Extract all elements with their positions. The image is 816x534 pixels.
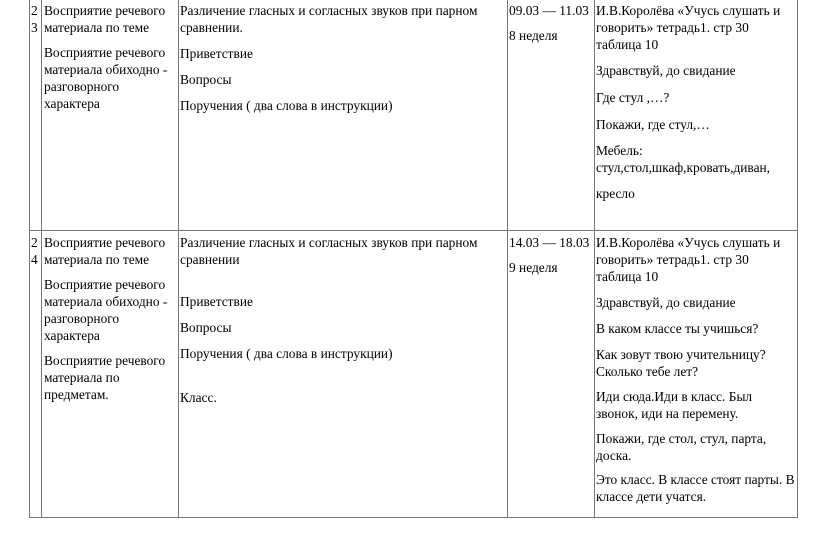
content-line: Класс. xyxy=(180,390,217,405)
material-line: Здравствуй, до свидание xyxy=(596,295,736,310)
content-cell xyxy=(180,2,505,122)
row-number-digit: 3 xyxy=(31,20,38,35)
date-cell xyxy=(509,2,599,52)
topic-line: Восприятие речевого материала по предметам. xyxy=(44,353,166,402)
table-border-bottom xyxy=(29,517,798,518)
material-line: Иди сюда.Иди в класс. Был звонок, иди на перемену. xyxy=(596,389,753,421)
topic-line: Восприятие речевого материала по теме xyxy=(44,3,166,35)
material-line: Где стул ,…? xyxy=(596,90,670,105)
material-line: Покажи, где стол, стул, парта, доска. xyxy=(596,431,767,463)
topic-line: Восприятие речевого материала по теме xyxy=(44,235,166,267)
column-divider xyxy=(178,0,179,518)
content-line: Различение гласных и согласных звуков при парном сравнении xyxy=(180,235,478,267)
row-number-digit: 2 xyxy=(31,235,38,250)
material-line: Здравствуй, до свидание xyxy=(596,63,736,78)
content-line: Различение гласных и согласных звуков при парном сравнении. xyxy=(180,3,478,35)
content-cell xyxy=(180,234,505,414)
material-line: И.В.Королёва «Учусь слушать и говорить» тетрадь1. стр 30 таблица 10 xyxy=(596,235,781,284)
material-line: Покажи, где стул,… xyxy=(596,117,710,132)
table-border-right xyxy=(797,0,798,518)
material-line: В каком классе ты учишься? xyxy=(596,321,759,336)
material-line: Это класс. В классе стоят парты. В классе дети учатся. xyxy=(596,472,795,504)
date-cell xyxy=(509,234,599,284)
row-number xyxy=(31,2,41,36)
material-cell xyxy=(596,2,796,210)
content-line: Вопросы xyxy=(180,320,232,335)
topic-line: Восприятие речевого материала обиходно - разговорного характера xyxy=(44,277,168,343)
content-line: Поручения ( два слова в инструкции) xyxy=(180,98,393,113)
material-line: Как зовут твою учительницу? Сколько тебе лет? xyxy=(596,347,766,379)
topic-line: Восприятие речевого материала обиходно - разговорного характера xyxy=(44,45,168,111)
content-line: Вопросы xyxy=(180,72,232,87)
content-line: Приветствие xyxy=(180,294,253,309)
topic-cell xyxy=(44,234,176,411)
column-divider xyxy=(41,0,42,518)
week-label: 8 неделя xyxy=(509,28,558,43)
table-border-left xyxy=(29,0,30,518)
material-line: И.В.Королёва «Учусь слушать и говорить» тетрадь1. стр 30 таблица 10 xyxy=(596,3,781,52)
material-line: кресло xyxy=(596,186,635,201)
content-line: Поручения ( два слова в инструкции) xyxy=(180,346,393,361)
row-number-digit: 2 xyxy=(31,3,38,18)
topic-cell xyxy=(44,2,176,120)
material-line: Мебель: стул,стол,шкаф,кровать,диван, xyxy=(596,143,771,175)
date-range: 14.03 — 18.03 xyxy=(509,235,590,250)
row-number-digit: 4 xyxy=(31,252,38,267)
content-line: Приветствие xyxy=(180,46,253,61)
week-label: 9 неделя xyxy=(509,260,558,275)
column-divider xyxy=(507,0,508,518)
row-number xyxy=(31,234,41,268)
material-cell xyxy=(596,234,796,505)
row-divider xyxy=(29,230,798,231)
date-range: 09.03 — 11.03 xyxy=(509,3,589,18)
